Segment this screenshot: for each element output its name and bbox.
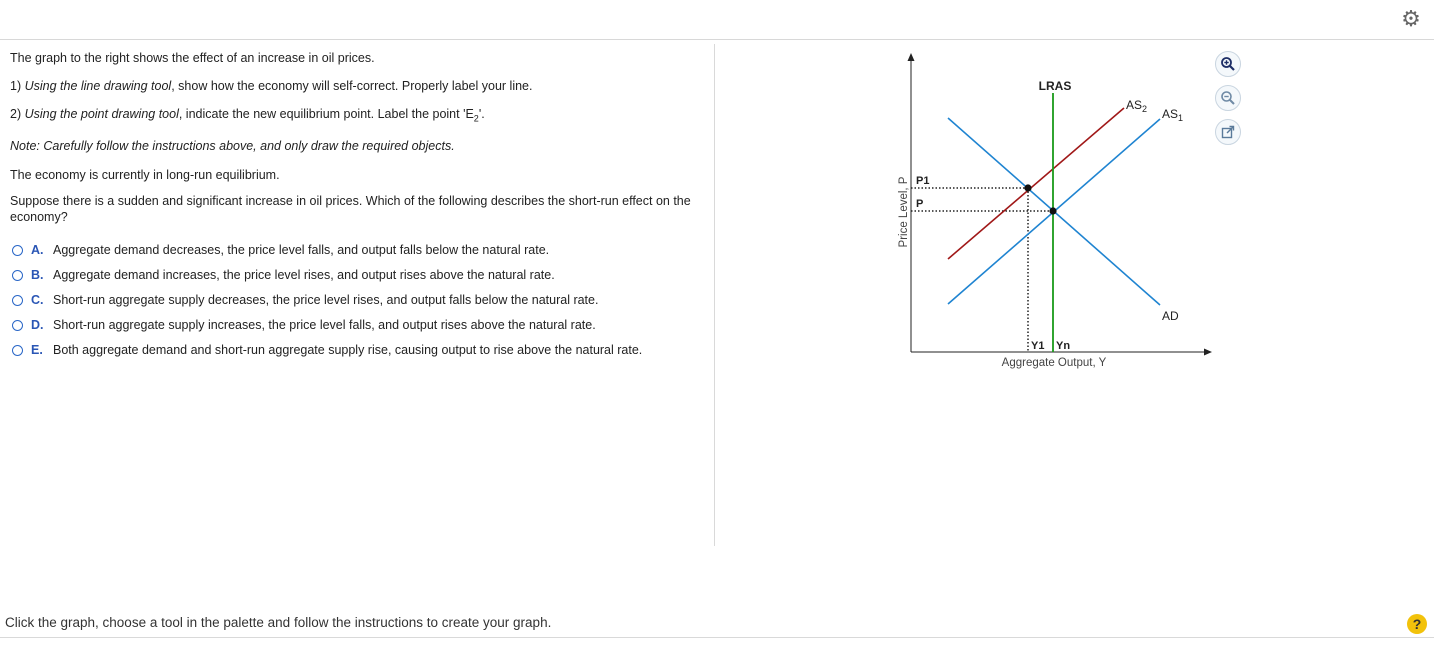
option-d[interactable]: D. Short-run aggregate supply increases, the price level falls, and output rises above the natural rate. <box>12 316 596 334</box>
x-axis-label: Aggregate Output, Y <box>1001 357 1107 369</box>
radio-a[interactable] <box>12 245 23 256</box>
radio-d[interactable] <box>12 320 23 331</box>
ad-label: AD <box>1162 309 1179 323</box>
y1-label: Y1 <box>1031 340 1045 352</box>
zoom-in-icon <box>1220 56 1236 72</box>
as1-label: $AS_1$ <box>1162 107 1184 123</box>
x-axis-arrow-icon <box>1204 349 1212 356</box>
radio-b[interactable] <box>12 270 23 281</box>
gear-icon[interactable]: ⚙ <box>1401 6 1421 31</box>
step-1: 1) Using the line drawing tool, show how the economy will self-correct. Properly label your line. <box>10 79 533 93</box>
popout-icon <box>1221 125 1235 139</box>
as2-curve <box>948 108 1124 259</box>
yn-label: Yn <box>1056 340 1071 352</box>
option-e[interactable]: E. Both aggregate demand and short-run aggregate supply rise, causing output to rise above the natural rate. <box>12 341 642 359</box>
help-button[interactable]: ? <box>1407 614 1427 634</box>
zoom-out-icon <box>1220 90 1236 106</box>
option-b[interactable]: B. Aggregate demand increases, the price level rises, and output rises above the natural rate. <box>12 266 555 284</box>
step-2: 2) Using the point drawing tool, indicate the new equilibrium point. Label the point '$E_2$'. <box>10 107 485 124</box>
point-short-run <box>1024 184 1031 191</box>
lras-label: LRAS <box>1038 79 1072 93</box>
footer-instruction: Click the graph, choose a tool in the palette and follow the instructions to create your graph. <box>5 615 552 630</box>
status-text: The economy is currently in long-run equilibrium. <box>10 168 280 182</box>
zoom-in-button[interactable] <box>1215 51 1241 77</box>
economy-graph[interactable] <box>895 50 1225 380</box>
radio-e[interactable] <box>12 345 23 356</box>
point-original <box>1049 207 1056 214</box>
p1-label: P1 <box>916 175 930 187</box>
option-c[interactable]: C. Short-run aggregate supply decreases, the price level rises, and output falls below the natural rate. <box>12 291 598 309</box>
p-label: P <box>916 198 924 210</box>
intro-text: The graph to the right shows the effect of an increase in oil prices. <box>10 51 375 65</box>
radio-c[interactable] <box>12 295 23 306</box>
option-a[interactable]: A. Aggregate demand decreases, the price level falls, and output falls below the natural rate. <box>12 241 549 259</box>
zoom-out-button[interactable] <box>1215 85 1241 111</box>
as2-label: $AS_2$ <box>1126 98 1148 114</box>
footer-divider <box>0 637 1434 638</box>
panel-divider <box>714 44 715 546</box>
y-axis-label: Price Level, P <box>898 176 910 248</box>
note-text: Note: Carefully follow the instructions above, and only draw the required objects. <box>10 139 455 153</box>
y-axis-arrow-icon <box>908 53 915 61</box>
prompt-text: Suppose there is a sudden and significant increase in oil prices. Which of the following describes the short-run effect on the economy? <box>10 194 691 224</box>
top-bar <box>0 0 1434 40</box>
popout-button[interactable] <box>1215 119 1241 145</box>
